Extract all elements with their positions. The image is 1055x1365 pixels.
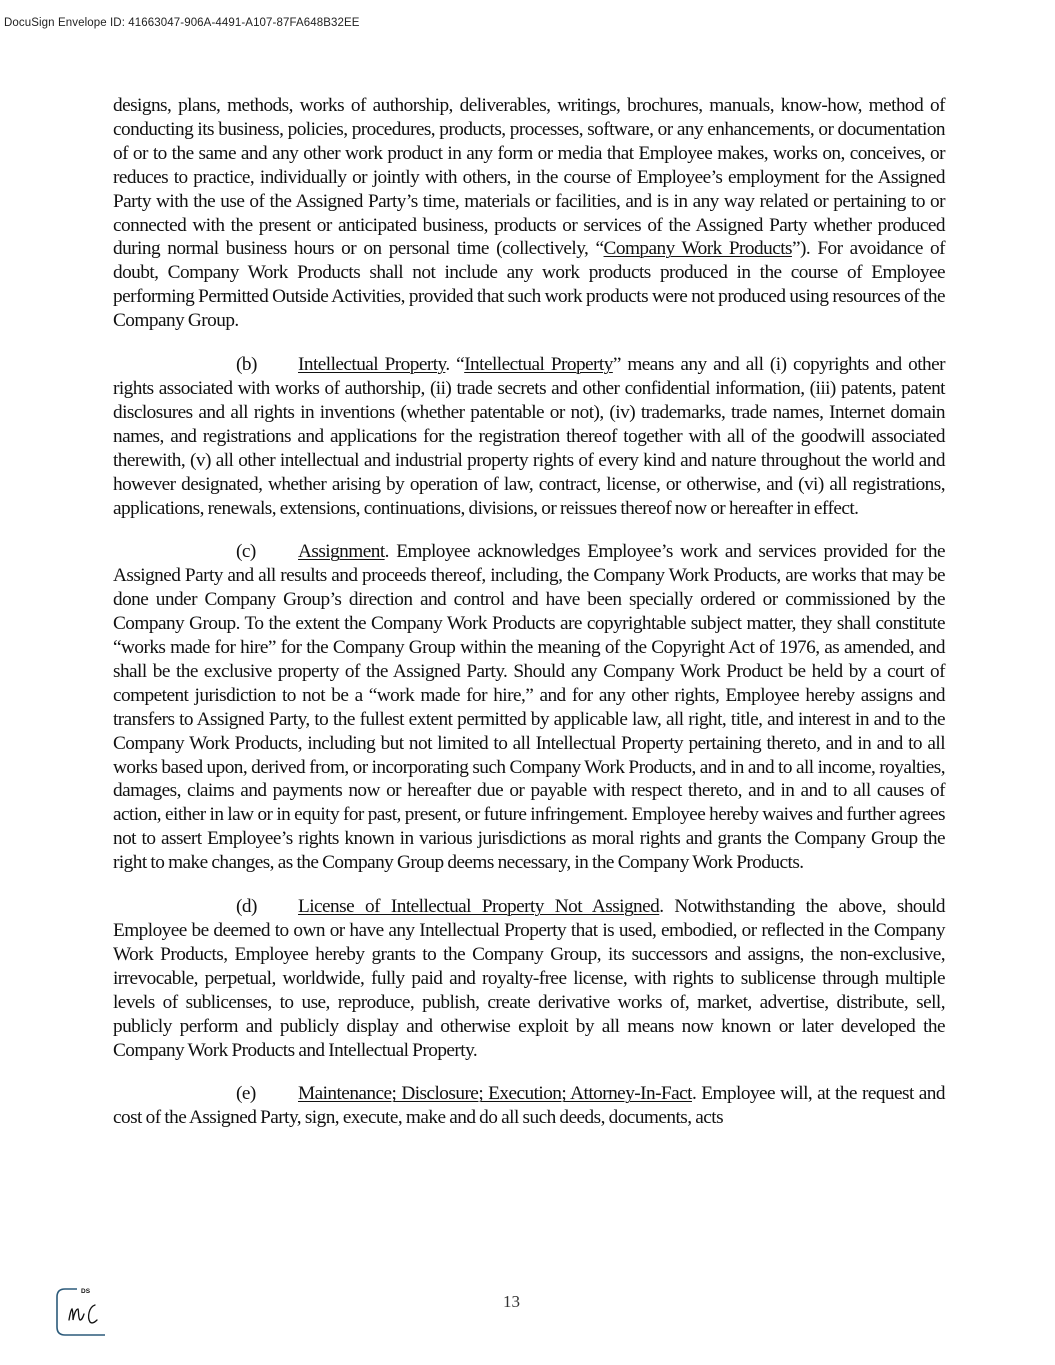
section-heading: License of Intellectual Property Not Assigned [298, 896, 660, 918]
paragraph-text: designs, plans, methods, works of authorship, deliverables, writings, brochures, manuals, know-how, method of conducting its business, policies, procedures, products, processes, software, or any enhancements, or documentation of or to the same and any other work product in any form or media that Employee makes, works on, conceives, or reduces to practice, individually or jointly with others, in the course of Employee’s employment for the Assigned Party with the use of the Assigned Party’s time, materials or facilities, and is in any way related or pertaining to or connected with the present or anticipated business, products or services of the Assigned Party whether produced during normal business hours or on personal time (collectively, “ [113, 95, 945, 260]
section-text: . Employee acknowledges Employee’s work and services provided for the Assigned Party and all results and proceeds thereof, including, the Company Work Products, are works that may be done under Company Group’s direction and control and have been specially ordered or commissioned by the Company Group. To the extent the Company Work Products are copyrightable subject matter, they shall constitute “works made for hire” for the Company Group within the meaning of the Copyright Act of 1976, as amended, and shall be the exclusive property of the Assigned Party. Should any Company Work Product be held by a court of competent jurisdiction to not be a “work made for hire,” and for any other rights, Employee hereby assigns and transfers to Assigned Party, to the fullest extent permitted by applicable law, all right, title, and interest in and to the Company Work Products, including but not limited to all Intellectual Property pertaining thereto, and in and to all works based upon, derived from, or incorporating such Company Work Products, and in and to all income, royalties, damages, claims and payments now or hereafter due or payable with respect thereto, and in and to all causes of action, either in law or in equity for past, present, or future infringement. Employee hereby waives and further agrees not to assert Employee’s rights known in various jurisdictions as moral rights and grants the Company Group the right to make changes, as the Company Group deems necessary, in the Company Work Products. [113, 541, 945, 874]
section-heading: Maintenance; Disclosure; Execution; Attorney-In-Fact [298, 1083, 692, 1105]
paragraph-company-work-products [113, 94, 945, 333]
defined-term-intellectual-property: Intellectual Property [464, 354, 613, 376]
docusign-initials-stamp [55, 1287, 105, 1337]
document-body [113, 94, 945, 1150]
section-label: (b) [236, 354, 257, 376]
section-c-assignment [113, 540, 945, 875]
docusign-envelope-id: DocuSign Envelope ID: 41663047-906A-4491-A107-87FA648B32EE [4, 17, 360, 29]
paragraph-text: ”). For avoidance of doubt, Company Work Products shall not include any work products produced in the course of Employee performing Permitted Outside Activities, provided that such work products were not produced using resources of the Company Group. [113, 238, 946, 332]
separator: . “ [445, 354, 465, 376]
section-d-license [113, 895, 945, 1062]
section-heading: Intellectual Property [298, 354, 446, 376]
section-label: (d) [236, 896, 257, 918]
svg-text:DS: DS [81, 1288, 91, 1295]
section-heading: Assignment [298, 541, 385, 563]
section-text: ” means any and all (i) copyrights and other rights associated with works of authorship, (ii) trade secrets and other confidential information, (iii) patents, patent disclosures and all rights in inventions (whether patentable or not), (iv) trademarks, trade names, Internet domain names, and registrations and applications for the registration thereof together with all of the goodwill associated therewith, (v) all other intellectual and industrial property rights of every kind and nature throughout the world and however designated, whether arising by operation of law, contract, license, or otherwise, and (vi) all registrations, applications, renewals, extensions, continuations, divisions, or reissues thereof now or hereafter in effect. [113, 354, 945, 519]
page-number: 13 [503, 1292, 520, 1311]
section-text: . Employee will, at the request and cost of the Assigned Party, sign, execute, make and do all such deeds, documents, acts [113, 1083, 945, 1129]
section-label: (e) [236, 1083, 256, 1105]
initials-stamp-graphic [55, 1287, 105, 1337]
section-text: . Notwithstanding the above, should Employee be deemed to own or have any Intellectual Property that is used, embodied, or reflected in the Company Work Products, Employee hereby grants to the Company Group, its successors and assigns, the non-exclusive, irrevocable, perpetual, worldwide, fully paid and royalty-free license, with rights to sublicense through multiple levels of sublicenses, to use, reproduce, publish, create derivative works of, market, advertise, distribute, sell, publicly perform and publicly display and otherwise exploit by all means now known or later developed the Company Work Products and Intellectual Property. [113, 896, 945, 1061]
defined-term-company-work-products: Company Work Products [603, 238, 792, 260]
section-label: (c) [236, 541, 256, 563]
section-b-intellectual-property [113, 353, 945, 520]
section-e-maintenance [113, 1082, 945, 1130]
